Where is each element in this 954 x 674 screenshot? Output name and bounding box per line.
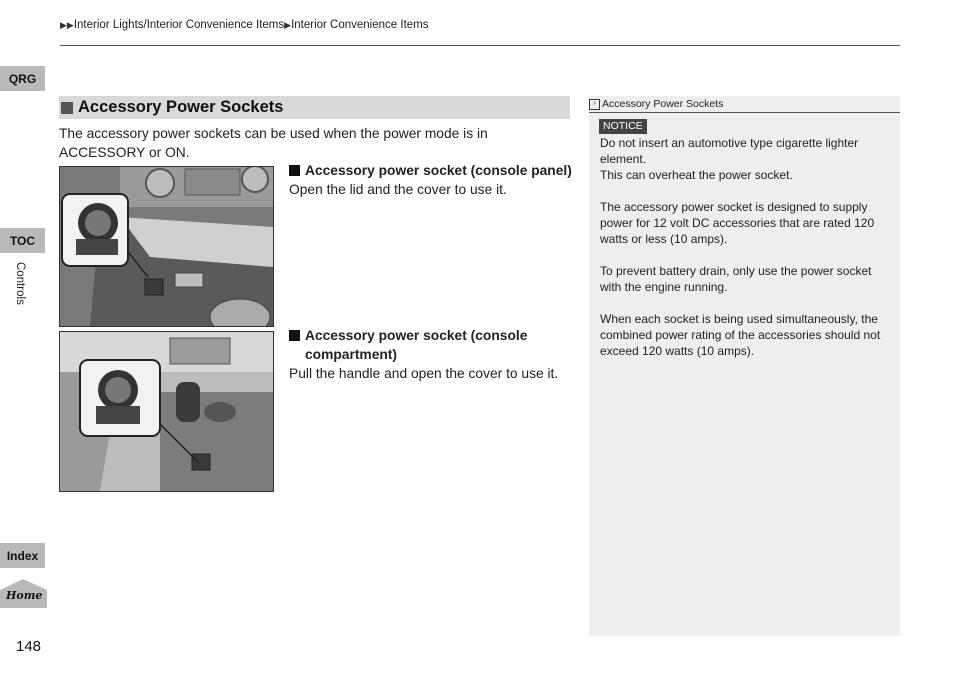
toc-tab[interactable]: TOC: [0, 228, 45, 253]
subsection-console-panel: [289, 161, 574, 199]
breadcrumb: [60, 19, 429, 31]
section-intro: The accessory power sockets can be used when the power mode is in ACCESSORY or ON.: [59, 126, 488, 160]
note-icon: ›: [589, 99, 600, 110]
note-body: [600, 135, 892, 375]
subsection-text: Open the lid and the cover to use it.: [289, 182, 507, 197]
square-bullet-icon: [289, 165, 300, 176]
header-divider: [60, 45, 900, 46]
index-tab[interactable]: Index: [0, 543, 45, 568]
square-bullet-icon: [289, 330, 300, 341]
double-arrow-icon: ▶▶: [60, 20, 74, 30]
note-divider: [589, 112, 900, 113]
subsection-heading: Accessory power socket (console compartment): [305, 328, 528, 362]
console-panel-socket-photo: [59, 166, 274, 327]
notice-text-1: Do not insert an automotive type cigarette lighter element.: [600, 136, 859, 166]
square-bullet-icon: [61, 102, 73, 114]
subsection-console-compartment: [289, 326, 574, 383]
qrg-tab[interactable]: QRG: [0, 66, 45, 91]
section-header: [59, 96, 570, 119]
breadcrumb-link-1[interactable]: Interior Lights/Interior Convenience Items: [73, 19, 285, 31]
breadcrumb-link-2[interactable]: Interior Convenience Items: [291, 19, 429, 31]
note-para-2: To prevent battery drain, only use the power socket with the engine running.: [600, 264, 872, 294]
chapter-label: Controls: [14, 262, 26, 305]
note-para-1: The accessory power socket is designed to supply power for 12 volt DC accessories that are rated 120 watts or less (10 amps).: [600, 200, 875, 246]
console-compartment-socket-photo: [59, 331, 274, 492]
note-header-text: Accessory Power Sockets: [602, 98, 724, 110]
home-label: Home: [6, 589, 43, 602]
notice-badge: NOTICE: [599, 119, 647, 134]
section-title: Accessory Power Sockets: [78, 98, 284, 116]
home-button[interactable]: [0, 578, 47, 608]
note-para-3: When each socket is being used simultaneously, the combined power rating of the accessories should not exceed 120 watts (10 amps).: [600, 312, 881, 358]
subsection-heading: Accessory power socket (console panel): [305, 163, 572, 178]
side-note: [589, 96, 900, 636]
note-header: [589, 96, 900, 112]
notice-text-2: This can overheat the power socket.: [600, 168, 793, 182]
arrow-icon: ▶: [284, 20, 292, 30]
page-number: 148: [16, 638, 42, 655]
subsection-text: Pull the handle and open the cover to use it.: [289, 366, 559, 381]
